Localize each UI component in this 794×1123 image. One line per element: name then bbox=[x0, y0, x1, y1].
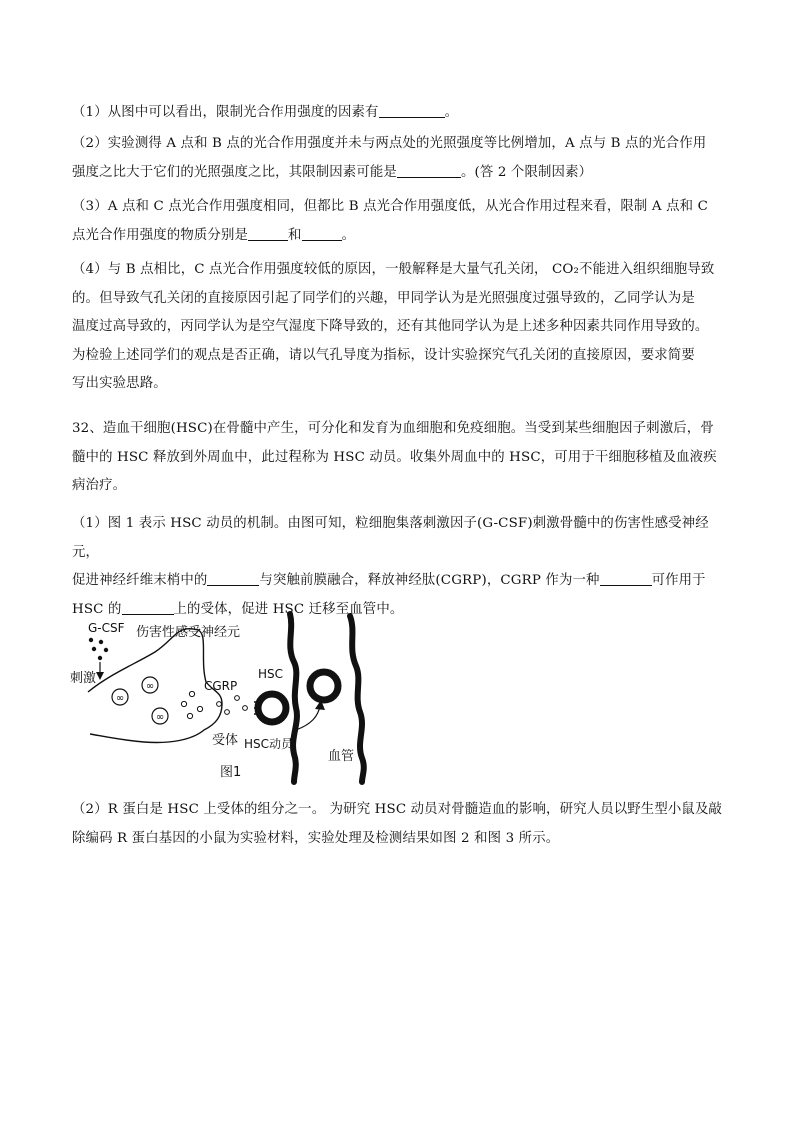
punctuation: 。 bbox=[444, 105, 459, 120]
conjunction: 和 bbox=[288, 227, 302, 243]
label-neuron: 伤害性感受神经元 bbox=[136, 625, 241, 640]
q31-part1 bbox=[72, 99, 732, 128]
answer-blank[interactable] bbox=[248, 226, 288, 241]
figure-caption: 图1 bbox=[220, 765, 242, 780]
hsc-cell bbox=[258, 694, 286, 722]
q32-part1-line2b: 与突触前膜融合，释放神经肽(CGRP)，CGRP 作为一种 bbox=[259, 573, 600, 589]
svg-text:∞: ∞ bbox=[115, 693, 125, 704]
answer-blank[interactable] bbox=[302, 226, 342, 241]
q31-part4 bbox=[72, 256, 732, 399]
svg-text:∞: ∞ bbox=[155, 712, 165, 723]
q31-part4-line3: 温度过高导致的，丙同学认为是空气湿度下降导致的，还有其他同学认为是上述多种因素共同作用导致的。 bbox=[72, 319, 709, 335]
punctuation: 。 bbox=[341, 227, 356, 243]
q31-part2 bbox=[72, 130, 732, 187]
q31-part4-line5: 写出实验思路。 bbox=[72, 376, 167, 392]
q31-part4-line4: 为检验上述同学们的观点是否正确，请以气孔导度为指标，设计实验探究气孔关闭的直接原因，要求简要 bbox=[72, 347, 695, 363]
q32-intro-line3: 病治疗。 bbox=[72, 478, 127, 494]
q32-part1-line1: （1）图 1 表示 HSC 动员的机制。由图可知，粒细胞集落刺激因子(G-CSF)刺激骨髓中的伤害性感受神经元， bbox=[72, 516, 709, 560]
q32-intro-line1: 32、造血干细胞(HSC)在骨髓中产生，可分化和发育为血细胞和免疫细胞。当受到某些细胞因子刺激后，骨 bbox=[72, 421, 714, 436]
q31-part3-line1: （3）A 点和 C 点光合作用强度相同，但都比 B 点光合作用强度低，从光合作用过程来看，限制 A 点和 C bbox=[72, 199, 708, 214]
figure-1-hsc-mobilization bbox=[70, 612, 390, 782]
answer-blank[interactable] bbox=[207, 571, 259, 586]
q32-part1-line2c: 可作用于 bbox=[651, 573, 706, 589]
q32-part2-line1: （2）R 蛋白是 HSC 上受体的组分之一。 为研究 HSC 动员对骨髓造血的影响，研究人员以野生型小鼠及敲 bbox=[72, 802, 723, 817]
q32-part2-line2: 除编码 R 蛋白基因的小鼠为实验材料，实验处理及检测结果如图 2 和图 3 所示。 bbox=[72, 830, 560, 846]
answer-blank[interactable] bbox=[600, 571, 652, 586]
label-g-csf: G-CSF bbox=[88, 621, 125, 635]
q32-part2 bbox=[72, 796, 732, 853]
q32-part1-line3a: HSC 的 bbox=[72, 601, 122, 617]
label-blood-vessel: 血管 bbox=[328, 749, 355, 764]
synaptic-vesicle bbox=[142, 677, 158, 693]
q31-part4-line2: 的。但导致气孔关闭的直接原因引起了同学们的兴趣，甲同学认为是光照强度过强导致的，乙同学认为是 bbox=[72, 290, 695, 306]
arrow-head-icon bbox=[96, 672, 104, 680]
answer-blank[interactable] bbox=[379, 103, 445, 118]
q31-part3 bbox=[72, 193, 732, 250]
label-stimulus: 刺激 bbox=[70, 671, 97, 686]
q31-part1-text: （1）从图中可以看出，限制光合作用强度的因素有 bbox=[72, 105, 379, 120]
answer-blank[interactable] bbox=[397, 163, 461, 178]
q32-part1-line3b: 上的受体，促进 HSC 迁移至血管中。 bbox=[173, 601, 404, 617]
synaptic-vesicle bbox=[112, 689, 128, 705]
q31-part3-line2: 点光合作用强度的物质分别是 bbox=[72, 227, 249, 243]
q31-part4-line1: （4）与 B 点相比，C 点光合作用强度较低的原因，一般解释是大量气孔关闭， CO₂不能进入组织细胞导致 bbox=[72, 262, 715, 277]
label-receptor: 受体 bbox=[212, 733, 239, 748]
q32-intro bbox=[72, 415, 732, 501]
synaptic-vesicle bbox=[152, 708, 168, 724]
q32-part1 bbox=[72, 510, 732, 624]
label-hsc-mobilization: HSC动员 bbox=[244, 737, 294, 751]
q31-part2-line1: （2）实验测得 A 点和 B 点的光合作用强度并未与两点处的光照强度等比例增加，A 点与 B 点的光合作用 bbox=[72, 136, 707, 151]
q31-part2-note: 。(答 2 个限制因素） bbox=[460, 164, 593, 180]
svg-text:∞: ∞ bbox=[145, 681, 155, 692]
q32-intro-line2: 髓中的 HSC 释放到外周血中，此过程称为 HSC 动员。收集外周血中的 HSC，可用于干细胞移植及血液疾 bbox=[72, 449, 717, 465]
q31-part2-line2: 强度之比大于它们的光照强度之比，其限制因素可能是 bbox=[72, 164, 397, 180]
q32-part1-line2a: 促进神经纤维末梢中的 bbox=[72, 573, 208, 589]
label-hsc: HSC bbox=[258, 667, 284, 681]
label-cgrp: CGRP bbox=[204, 679, 238, 693]
released-cgrp-particles bbox=[181, 691, 247, 718]
hsc-cell-in-vessel bbox=[310, 672, 338, 700]
neuron-terminal bbox=[88, 629, 222, 743]
blood-vessel-wall-left bbox=[290, 614, 297, 782]
g-csf-molecules bbox=[89, 638, 108, 660]
